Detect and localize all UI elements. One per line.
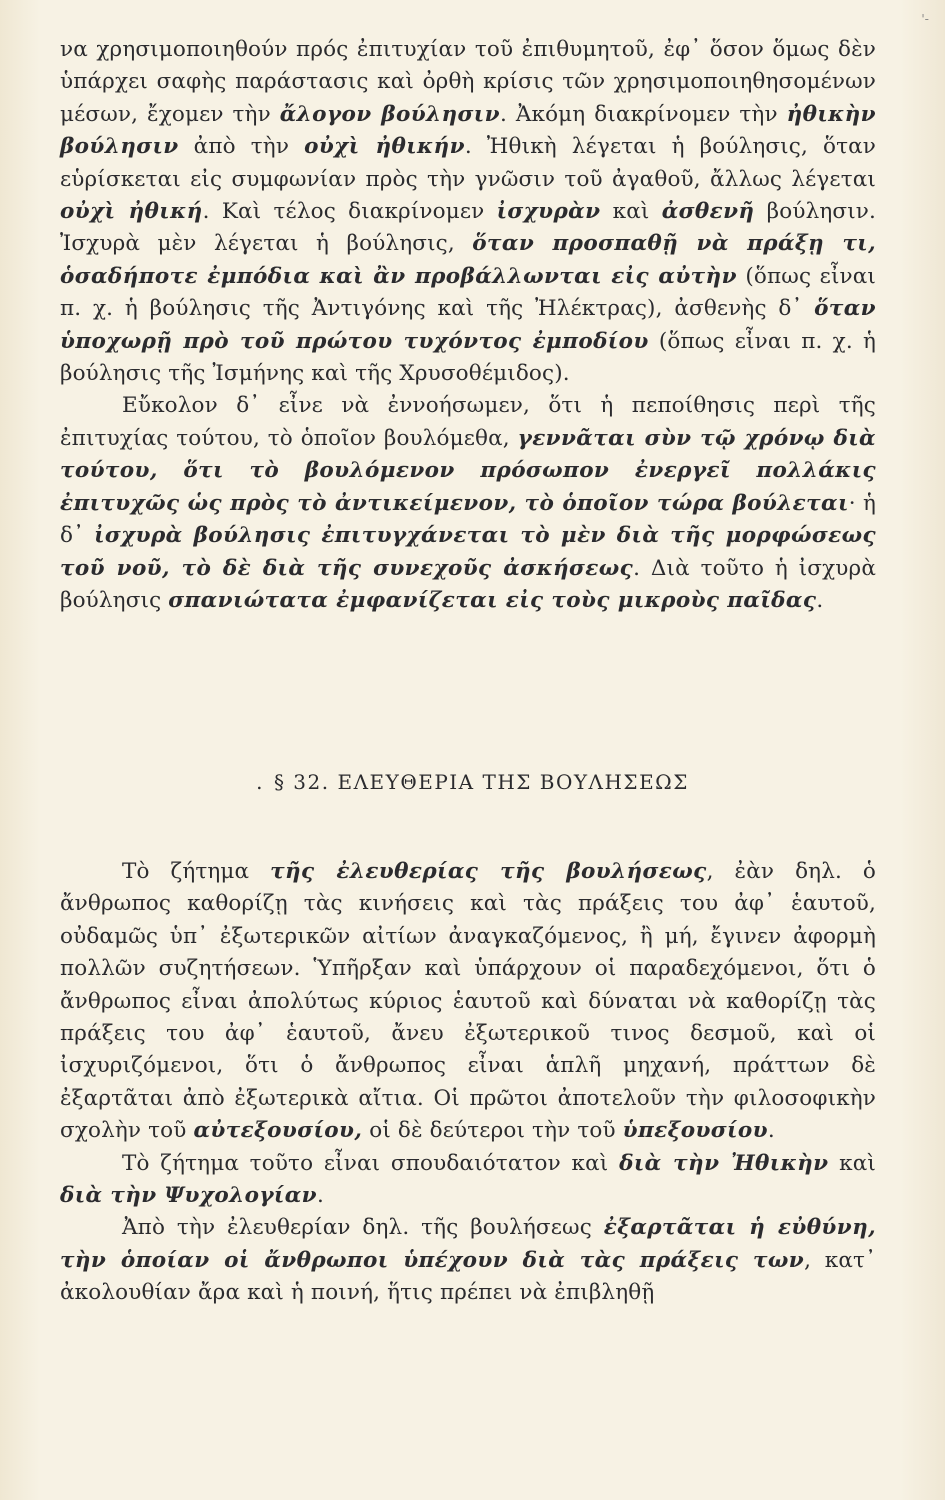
emphasis-text: ἄλογον βούλησιν — [279, 101, 500, 127]
emphasis-text: ἀσθενῆ — [661, 199, 755, 225]
paragraph-4 — [60, 1148, 876, 1213]
paragraph-5 — [60, 1212, 876, 1309]
paragraph-2 — [60, 390, 876, 617]
paragraph-1 — [60, 34, 876, 390]
emphasis-text: ὅταν προσπαθῇ νὰ πράξῃ τι, ὁσαδήποτε ἐμπόδια καὶ ἂν προβάλλωνται εἰς αὐτὴν — [60, 231, 876, 289]
body-text: . — [316, 1183, 324, 1209]
body-text: . Ἠθικὴ λέγεται ἡ βούλησις, ὅταν εὑρίσκεται εἰς συμφωνίαν πρὸς τὴν γνῶσιν τοῦ ἀγαθοῦ, ἄλλως λέγεται — [60, 134, 877, 192]
body-text: (ὅπως εἶναι π. χ. ἡ βούλησις τῆς Ἀντιγόνης καὶ τῆς Ἠλέκτρας), ἀσθενὴς δ᾽ — [60, 263, 876, 322]
body-text: Τὸ ζήτημα — [122, 859, 271, 884]
emphasis-text: ὑπεξουσίου — [622, 1118, 768, 1144]
emphasis-text: γεννᾶται σὺν τῷ χρόνῳ διὰ τούτου, ὅτι τὸ βουλόμενον πρόσωπον ἐνεργεῖ πολλάκις ἐπιτυχῶς ὡς πρὸς τὸ ἀντικείμενον, τὸ ὁποῖον τώρα βούλεται — [60, 425, 876, 516]
body-text: Τὸ ζήτημα τοῦτο εἶναι σπουδαιότατον καὶ — [122, 1150, 620, 1176]
body-text: να χρησιμοποιηθούν πρός ἐπιτυχίαν τοῦ ἐπιθυμητοῦ, ἐφ᾽ ὅσον ὅμως δὲν ὑπάρχει σαφὴς παράστασις καὶ ὀρθὴ κρίσις τῶν χρησιμοποιηθησομένων μέσων, ἔχομεν τὴν — [60, 37, 876, 127]
emphasis-text: τῆς ἐλευθερίας τῆς βουλήσεως — [270, 859, 707, 884]
section-heading — [0, 770, 945, 794]
emphasis-text: ἰσχυρὰν — [496, 199, 601, 225]
body-text: καὶ — [828, 1150, 877, 1176]
body-text: . Διὰ τοῦτο ἡ ἰσχυρὰ βούλησις — [60, 555, 876, 613]
text-block-bottom — [60, 856, 876, 1310]
body-text: . Ἀκόμη διακρίνομεν τὴν — [499, 101, 787, 127]
body-text: . — [767, 1118, 775, 1144]
emphasis-text: οὐχὶ ἠθική — [60, 199, 203, 225]
body-text: . Καὶ τέλος διακρίνομεν — [202, 199, 497, 225]
emphasis-text: ἠθικὴν βούλησιν — [60, 101, 877, 160]
body-text: Ἀπὸ τὴν ἐλευθερίαν δηλ. τῆς βουλήσεως — [122, 1215, 604, 1241]
emphasis-text: ὅταν ὑποχωρῇ πρὸ τοῦ πρώτου τυχόντος ἐμποδίου — [60, 296, 876, 354]
body-text: ἀπὸ τὴν — [178, 134, 305, 160]
body-text: · ἡ δ᾽ — [60, 490, 877, 549]
paragraph-3 — [60, 856, 876, 1148]
emphasis-text: σπανιώτατα ἐμφανίζεται εἰς τοὺς μικροὺς παῖδας — [168, 587, 817, 613]
body-text: Εὔκολον δ᾽ εἶνε νὰ ἐννοήσωμεν, ὅτι ἡ πεποίθησις περὶ τῆς ἐπιτυχίας τούτου, τὸ ὁποῖον βουλόμεθα, — [60, 393, 876, 451]
body-text: , κατ᾽ ἀκολουθίαν ἄρα καὶ ἡ ποινή, ἥτις πρέπει νὰ ἐπιβληθῇ — [60, 1247, 876, 1306]
emphasis-text: αὐτεξουσίου, — [193, 1118, 363, 1144]
emphasis-text: οὐχὶ ἠθικήν — [304, 134, 465, 160]
text-block-top — [60, 34, 876, 617]
body-text: . — [816, 587, 824, 613]
body-text: βούλησιν. Ἰσχυρὰ μὲν λέγεται ἡ βούλησις, — [60, 199, 876, 257]
body-text: (ὅπως εἶναι π. χ. ἡ βούλησις τῆς Ἰσμήνης καὶ τῆς Χρυσοθέμιδος). — [60, 328, 876, 387]
heading-text: § 32. ΕΛΕΥΘΕΡΙΑ ΤΗΣ ΒΟΥΛΗΣΕΩΣ — [273, 770, 689, 794]
emphasis-text: ἰσχυρὰ βούλησις ἐπιτυγχάνεται τὸ μὲν διὰ τῆς μορφώσεως τοῦ νοῦ, τὸ δὲ διὰ τῆς συνεχοῦς ἀσκήσεως — [60, 523, 876, 581]
corner-mark: '- — [921, 12, 929, 26]
body-text: οἱ δὲ δεύτεροι τὴν τοῦ — [362, 1118, 623, 1144]
emphasis-text: διὰ τὴν Ψυχολογίαν — [60, 1183, 317, 1209]
emphasis-text: ἐξαρτᾶται ἡ εὐθύνη, τὴν ὁποίαν οἱ ἄνθρωποι ὑπέχουν διὰ τὰς πράξεις των — [60, 1215, 876, 1273]
body-text: καὶ — [600, 199, 662, 225]
heading-mark: . — [256, 770, 264, 794]
body-text: , ἐὰν δηλ. ὁ ἄνθρωπος καθορίζῃ τὰς κινήσεις καὶ τὰς πράξεις του ἀφ᾽ ἑαυτοῦ, οὐδαμῶς ὑπ᾽ ἐξωτερικῶν αἰτίων ἀναγκαζόμενος, ἢ μή, ἔγινεν ἀφορμὴ πολλῶν συζητήσεων. Ὑπῆρξαν καὶ ὑπάρχουν οἱ παραδεχόμενοι, ὅτι ὁ ἄνθρωπος εἶναι ἀπολύτως κύριος ἑαυτοῦ καὶ δύναται νὰ καθορίζῃ τὰς πράξεις του ἀφ᾽ ἑαυτοῦ, ἄνευ ἐξωτερικοῦ τινος δεσμοῦ, καὶ οἱ ἰσχυριζόμενοι, ὅτι ὁ ἄνθρωπος εἶναι ἁπλῆ μηχανή, πράττων δὲ ἐξαρτᾶται ἀπὸ ἐξωτερικὰ αἴτια. Οἱ πρῶτοι ἀποτελοῦν τὴν φιλοσοφικὴν σχολὴν τοῦ — [60, 859, 876, 1144]
emphasis-text: διὰ τὴν Ἠθικὴν — [619, 1150, 829, 1176]
